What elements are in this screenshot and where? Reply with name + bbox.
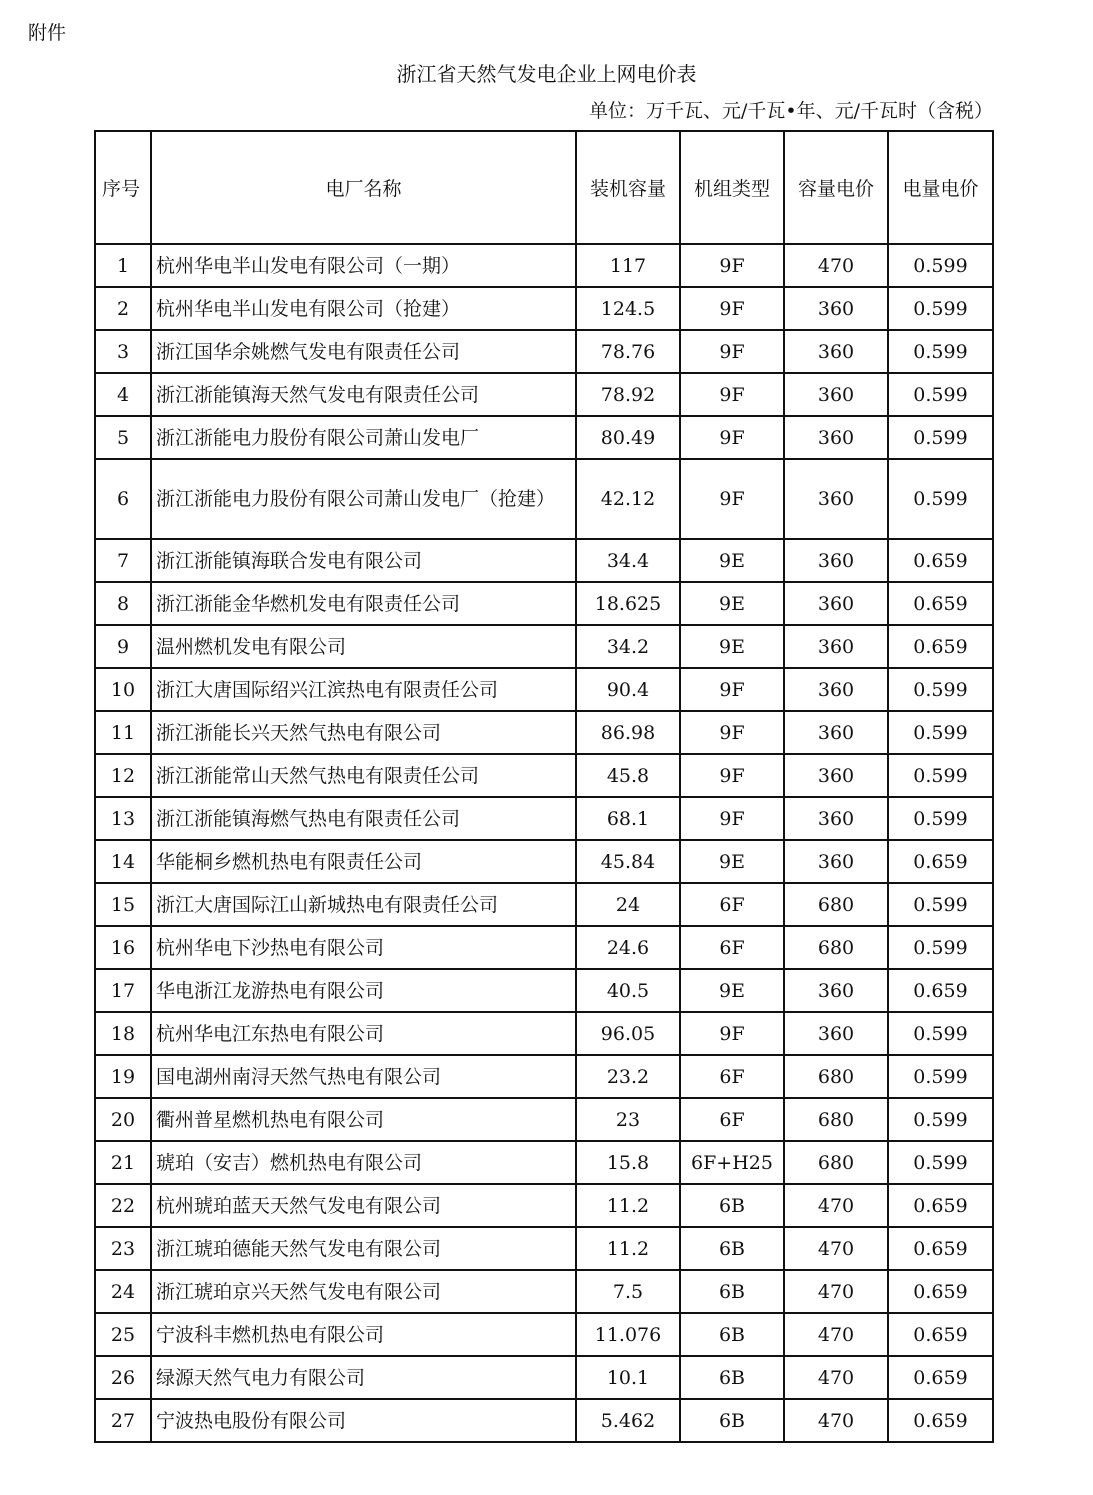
cell-name: 绿源天然气电力有限公司 <box>151 1356 576 1399</box>
cell-energy-price: 0.659 <box>888 969 993 1012</box>
cell-unit-type: 9E <box>680 625 784 668</box>
cell-name: 华能桐乡燃机热电有限责任公司 <box>151 840 576 883</box>
cell-name: 杭州华电下沙热电有限公司 <box>151 926 576 969</box>
cell-capacity: 45.84 <box>576 840 680 883</box>
cell-unit-type: 9E <box>680 539 784 582</box>
cell-unit-type: 9F <box>680 287 784 330</box>
cell-capacity: 10.1 <box>576 1356 680 1399</box>
cell-capacity-price: 680 <box>784 1055 888 1098</box>
cell-name: 浙江浙能镇海联合发电有限公司 <box>151 539 576 582</box>
cell-seq: 18 <box>95 1012 151 1055</box>
cell-capacity-price: 360 <box>784 416 888 459</box>
table-row <box>95 969 993 1012</box>
table-row <box>95 539 993 582</box>
cell-capacity: 117 <box>576 244 680 287</box>
cell-name: 华电浙江龙游热电有限公司 <box>151 969 576 1012</box>
cell-energy-price: 0.599 <box>888 373 993 416</box>
cell-capacity-price: 360 <box>784 969 888 1012</box>
cell-capacity: 78.92 <box>576 373 680 416</box>
cell-unit-type: 6B <box>680 1270 784 1313</box>
table-row <box>95 330 993 373</box>
cell-name: 浙江琥珀京兴天然气发电有限公司 <box>151 1270 576 1313</box>
table-row <box>95 582 993 625</box>
cell-capacity: 80.49 <box>576 416 680 459</box>
table-row <box>95 1227 993 1270</box>
cell-seq: 25 <box>95 1313 151 1356</box>
cell-unit-type: 9F <box>680 373 784 416</box>
cell-unit-type: 9F <box>680 1012 784 1055</box>
cell-name: 杭州华电江东热电有限公司 <box>151 1012 576 1055</box>
table-row <box>95 1141 993 1184</box>
cell-energy-price: 0.659 <box>888 1184 993 1227</box>
cell-energy-price: 0.659 <box>888 1227 993 1270</box>
cell-seq: 26 <box>95 1356 151 1399</box>
cell-name: 杭州琥珀蓝天天然气发电有限公司 <box>151 1184 576 1227</box>
cell-name: 衢州普星燃机热电有限公司 <box>151 1098 576 1141</box>
cell-name: 宁波科丰燃机热电有限公司 <box>151 1313 576 1356</box>
cell-name: 宁波热电股份有限公司 <box>151 1399 576 1442</box>
cell-seq: 6 <box>95 459 151 539</box>
cell-unit-type: 6B <box>680 1356 784 1399</box>
cell-energy-price: 0.599 <box>888 1141 993 1184</box>
cell-seq: 24 <box>95 1270 151 1313</box>
cell-capacity: 11.076 <box>576 1313 680 1356</box>
cell-capacity-price: 360 <box>784 711 888 754</box>
cell-seq: 27 <box>95 1399 151 1442</box>
cell-capacity-price: 470 <box>784 1270 888 1313</box>
cell-seq: 20 <box>95 1098 151 1141</box>
cell-seq: 10 <box>95 668 151 711</box>
cell-unit-type: 6B <box>680 1184 784 1227</box>
cell-unit-type: 6F <box>680 1098 784 1141</box>
cell-unit-type: 6F <box>680 883 784 926</box>
cell-unit-type: 9F <box>680 797 784 840</box>
cell-seq: 11 <box>95 711 151 754</box>
cell-capacity-price: 360 <box>784 840 888 883</box>
cell-name: 浙江浙能长兴天然气热电有限公司 <box>151 711 576 754</box>
cell-energy-price: 0.599 <box>888 754 993 797</box>
table-row <box>95 883 993 926</box>
cell-unit-type: 9F <box>680 711 784 754</box>
cell-energy-price: 0.599 <box>888 244 993 287</box>
table-row <box>95 1356 993 1399</box>
table-row <box>95 1055 993 1098</box>
cell-capacity: 124.5 <box>576 287 680 330</box>
cell-energy-price: 0.599 <box>888 711 993 754</box>
cell-capacity-price: 470 <box>784 1356 888 1399</box>
cell-unit-type: 6F+H25 <box>680 1141 784 1184</box>
cell-unit-type: 6F <box>680 926 784 969</box>
cell-seq: 13 <box>95 797 151 840</box>
cell-seq: 21 <box>95 1141 151 1184</box>
cell-capacity: 11.2 <box>576 1184 680 1227</box>
cell-name: 浙江浙能金华燃机发电有限责任公司 <box>151 582 576 625</box>
cell-seq: 1 <box>95 244 151 287</box>
cell-capacity-price: 680 <box>784 1141 888 1184</box>
cell-capacity-price: 680 <box>784 926 888 969</box>
cell-name: 温州燃机发电有限公司 <box>151 625 576 668</box>
cell-capacity: 40.5 <box>576 969 680 1012</box>
header-energy-price: 电量电价 <box>888 131 993 244</box>
cell-unit-type: 6B <box>680 1399 784 1442</box>
header-capacity-price: 容量电价 <box>784 131 888 244</box>
cell-name: 浙江国华余姚燃气发电有限责任公司 <box>151 330 576 373</box>
cell-energy-price: 0.599 <box>888 1098 993 1141</box>
table-row <box>95 926 993 969</box>
cell-unit-type: 9F <box>680 330 784 373</box>
cell-seq: 8 <box>95 582 151 625</box>
cell-unit-type: 9F <box>680 244 784 287</box>
cell-unit-type: 6B <box>680 1227 784 1270</box>
cell-seq: 2 <box>95 287 151 330</box>
cell-capacity-price: 360 <box>784 373 888 416</box>
cell-name: 浙江浙能镇海天然气发电有限责任公司 <box>151 373 576 416</box>
cell-energy-price: 0.659 <box>888 1399 993 1442</box>
cell-seq: 19 <box>95 1055 151 1098</box>
cell-capacity: 23 <box>576 1098 680 1141</box>
cell-seq: 23 <box>95 1227 151 1270</box>
cell-seq: 12 <box>95 754 151 797</box>
cell-name: 杭州华电半山发电有限公司（抢建） <box>151 287 576 330</box>
cell-seq: 22 <box>95 1184 151 1227</box>
header-unit-type: 机组类型 <box>680 131 784 244</box>
cell-name: 浙江浙能电力股份有限公司萧山发电厂 <box>151 416 576 459</box>
cell-energy-price: 0.599 <box>888 416 993 459</box>
table-header-row <box>95 131 993 244</box>
cell-name: 浙江浙能镇海燃气热电有限责任公司 <box>151 797 576 840</box>
cell-capacity-price: 360 <box>784 539 888 582</box>
table-row <box>95 1012 993 1055</box>
cell-capacity: 5.462 <box>576 1399 680 1442</box>
cell-energy-price: 0.599 <box>888 926 993 969</box>
cell-capacity: 24.6 <box>576 926 680 969</box>
table-row <box>95 668 993 711</box>
cell-unit-type: 9F <box>680 459 784 539</box>
cell-energy-price: 0.659 <box>888 582 993 625</box>
cell-unit-type: 6B <box>680 1313 784 1356</box>
cell-capacity-price: 470 <box>784 1399 888 1442</box>
cell-capacity-price: 360 <box>784 459 888 539</box>
table-row <box>95 1399 993 1442</box>
cell-capacity: 34.2 <box>576 625 680 668</box>
cell-unit-type: 9F <box>680 754 784 797</box>
cell-seq: 7 <box>95 539 151 582</box>
table-row <box>95 244 993 287</box>
cell-energy-price: 0.599 <box>888 668 993 711</box>
cell-name: 国电湖州南浔天然气热电有限公司 <box>151 1055 576 1098</box>
cell-capacity: 11.2 <box>576 1227 680 1270</box>
table-row <box>95 459 993 539</box>
cell-capacity-price: 360 <box>784 330 888 373</box>
cell-unit-type: 9F <box>680 668 784 711</box>
cell-seq: 3 <box>95 330 151 373</box>
cell-capacity-price: 680 <box>784 1098 888 1141</box>
table-row <box>95 287 993 330</box>
cell-unit-type: 6F <box>680 1055 784 1098</box>
header-seq: 序号 <box>95 131 151 244</box>
cell-energy-price: 0.599 <box>888 797 993 840</box>
table-row <box>95 1184 993 1227</box>
cell-seq: 4 <box>95 373 151 416</box>
table-row <box>95 416 993 459</box>
table-row <box>95 625 993 668</box>
cell-seq: 14 <box>95 840 151 883</box>
cell-capacity: 86.98 <box>576 711 680 754</box>
cell-capacity: 78.76 <box>576 330 680 373</box>
cell-seq: 5 <box>95 416 151 459</box>
cell-capacity: 23.2 <box>576 1055 680 1098</box>
table-row <box>95 1098 993 1141</box>
cell-energy-price: 0.599 <box>888 287 993 330</box>
cell-energy-price: 0.599 <box>888 330 993 373</box>
table-row <box>95 840 993 883</box>
cell-name: 琥珀（安吉）燃机热电有限公司 <box>151 1141 576 1184</box>
attachment-label: 附件 <box>28 22 67 44</box>
cell-unit-type: 9F <box>680 416 784 459</box>
cell-energy-price: 0.599 <box>888 1055 993 1098</box>
cell-name: 浙江大唐国际江山新城热电有限责任公司 <box>151 883 576 926</box>
cell-name: 杭州华电半山发电有限公司（一期） <box>151 244 576 287</box>
table-row <box>95 711 993 754</box>
cell-energy-price: 0.659 <box>888 840 993 883</box>
cell-name: 浙江浙能常山天然气热电有限责任公司 <box>151 754 576 797</box>
header-name: 电厂名称 <box>151 131 576 244</box>
cell-capacity-price: 360 <box>784 287 888 330</box>
cell-capacity: 34.4 <box>576 539 680 582</box>
cell-capacity-price: 360 <box>784 625 888 668</box>
cell-capacity-price: 470 <box>784 1184 888 1227</box>
cell-seq: 9 <box>95 625 151 668</box>
cell-unit-type: 9E <box>680 969 784 1012</box>
cell-name: 浙江大唐国际绍兴江滨热电有限责任公司 <box>151 668 576 711</box>
table-row <box>95 373 993 416</box>
cell-capacity-price: 360 <box>784 754 888 797</box>
cell-capacity: 18.625 <box>576 582 680 625</box>
cell-capacity-price: 470 <box>784 1313 888 1356</box>
cell-capacity: 90.4 <box>576 668 680 711</box>
cell-energy-price: 0.599 <box>888 459 993 539</box>
cell-capacity: 45.8 <box>576 754 680 797</box>
page-title: 浙江省天然气发电企业上网电价表 <box>396 62 697 86</box>
cell-seq: 16 <box>95 926 151 969</box>
cell-seq: 15 <box>95 883 151 926</box>
cell-capacity: 42.12 <box>576 459 680 539</box>
cell-seq: 17 <box>95 969 151 1012</box>
cell-unit-type: 9E <box>680 840 784 883</box>
table-row <box>95 1270 993 1313</box>
cell-capacity: 96.05 <box>576 1012 680 1055</box>
cell-capacity: 15.8 <box>576 1141 680 1184</box>
cell-capacity-price: 360 <box>784 668 888 711</box>
cell-energy-price: 0.659 <box>888 1270 993 1313</box>
cell-capacity: 7.5 <box>576 1270 680 1313</box>
cell-capacity: 24 <box>576 883 680 926</box>
price-table <box>94 130 994 1443</box>
cell-unit-type: 9E <box>680 582 784 625</box>
cell-energy-price: 0.659 <box>888 625 993 668</box>
cell-energy-price: 0.659 <box>888 1313 993 1356</box>
cell-capacity-price: 360 <box>784 582 888 625</box>
cell-capacity: 68.1 <box>576 797 680 840</box>
cell-capacity-price: 470 <box>784 244 888 287</box>
cell-capacity-price: 360 <box>784 1012 888 1055</box>
cell-energy-price: 0.599 <box>888 883 993 926</box>
cell-capacity-price: 680 <box>784 883 888 926</box>
header-capacity: 装机容量 <box>576 131 680 244</box>
cell-energy-price: 0.659 <box>888 1356 993 1399</box>
cell-energy-price: 0.659 <box>888 539 993 582</box>
cell-capacity-price: 470 <box>784 1227 888 1270</box>
cell-name: 浙江浙能电力股份有限公司萧山发电厂（抢建） <box>151 459 576 539</box>
cell-name: 浙江琥珀德能天然气发电有限公司 <box>151 1227 576 1270</box>
cell-energy-price: 0.599 <box>888 1012 993 1055</box>
table-row <box>95 754 993 797</box>
unit-note: 单位：万千瓦、元/千瓦•年、元/千瓦时（含税） <box>588 100 993 122</box>
table-row <box>95 797 993 840</box>
cell-capacity-price: 360 <box>784 797 888 840</box>
table-row <box>95 1313 993 1356</box>
